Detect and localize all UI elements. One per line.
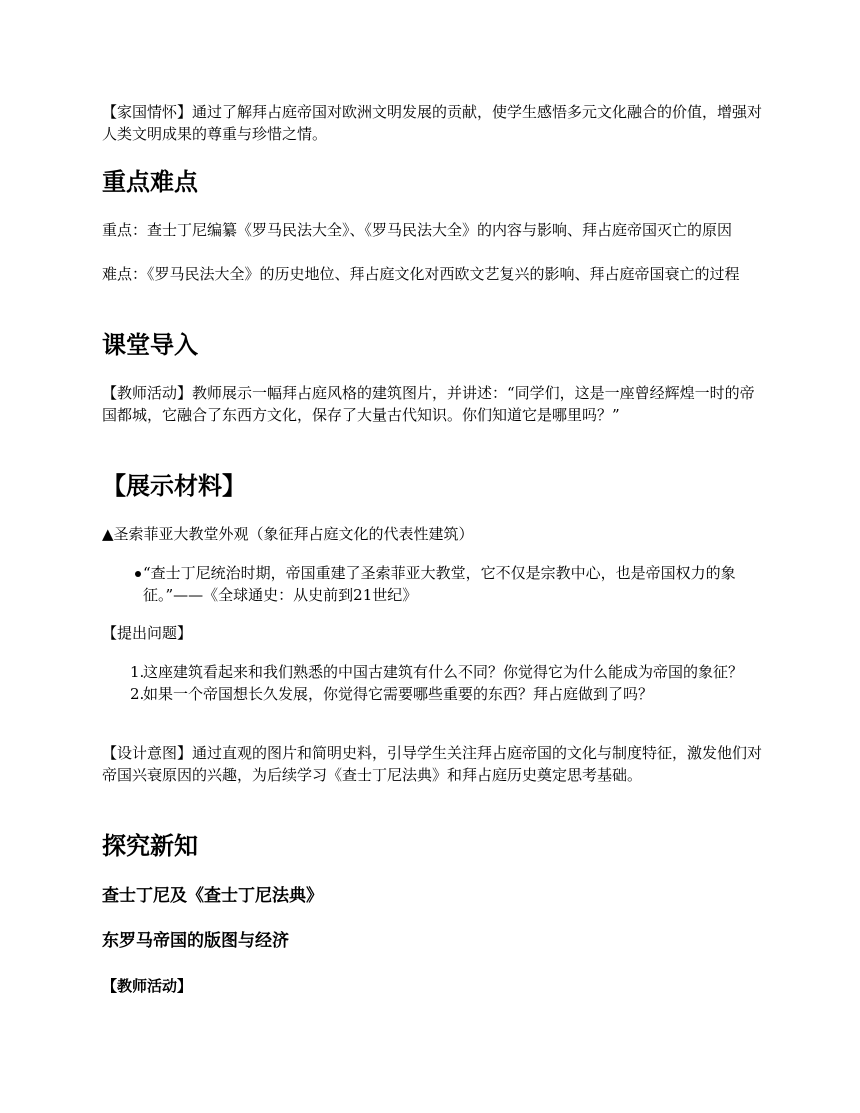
focus-paragraph: 重点：查士丁尼编纂《罗马民法大全》、《罗马民法大全》的内容与影响、拜占庭帝国灭亡的原因 xyxy=(102,221,733,239)
design-intent-paragraph: 【设计意图】通过直观的图片和简明史料，引导学生关注拜占庭帝国的文化与制度特征，激发他们对帝国兴衰原因的兴趣，为后续学习《查士丁尼法典》和拜占庭历史奠定思考基础。 xyxy=(102,744,763,784)
difficulty-paragraph: 难点：《罗马民法大全》的历史地位、拜占庭文化对西欧文艺复兴的影响、拜占庭帝国衰亡的过程 xyxy=(102,265,740,283)
goal-paragraph: 【家国情怀】通过了解拜占庭帝国对欧洲文明发展的贡献，使学生感悟多元文化融合的价值，增强对人类文明成果的尊重与珍惜之情。 xyxy=(102,103,763,143)
explore-subheading-territory: 东罗马帝国的版图与经济 xyxy=(102,931,289,951)
question-number: 2. xyxy=(130,685,145,703)
explore-heading: 探究新知 xyxy=(102,832,198,860)
key-points-heading: 重点难点 xyxy=(102,168,198,196)
materials-heading: 【展示材料】 xyxy=(102,472,246,500)
explore-teacher-activity-label: 【教师活动】 xyxy=(102,977,193,995)
question-text: 这座建筑看起来和我们熟悉的中国古建筑有什么不同？你觉得它为什么能成为帝国的象征？ xyxy=(143,663,744,681)
explore-subheading-justinian: 查士丁尼及《查士丁尼法典》 xyxy=(102,886,323,906)
questions-list xyxy=(102,661,762,705)
quote-list xyxy=(102,562,762,606)
intro-teacher-activity: 【教师活动】教师展示一幅拜占庭风格的建筑图片，并讲述：“同学们，这是一座曾经辉煌一时的帝国都城，它融合了东西方文化，保存了大量古代知识。你们知道它是哪里吗？” xyxy=(102,384,755,424)
question-number: 1. xyxy=(130,663,145,681)
bullet-icon xyxy=(135,571,141,577)
list-item xyxy=(102,562,762,606)
quote-text: “查士丁尼统治时期，帝国重建了圣索菲亚大教堂，它不仅是宗教中心，也是帝国权力的象征。”——《全球通史：从史前到21世纪》 xyxy=(143,564,736,604)
list-item xyxy=(102,661,762,683)
list-item xyxy=(102,683,762,705)
question-text: 如果一个帝国想长久发展，你觉得它需要哪些重要的东西？拜占庭做到了吗？ xyxy=(143,685,654,703)
intro-heading: 课堂导入 xyxy=(102,331,198,359)
image-caption: ▲圣索菲亚大教堂外观（象征拜占庭文化的代表性建筑） xyxy=(102,525,474,543)
questions-label: 【提出问题】 xyxy=(102,624,193,642)
